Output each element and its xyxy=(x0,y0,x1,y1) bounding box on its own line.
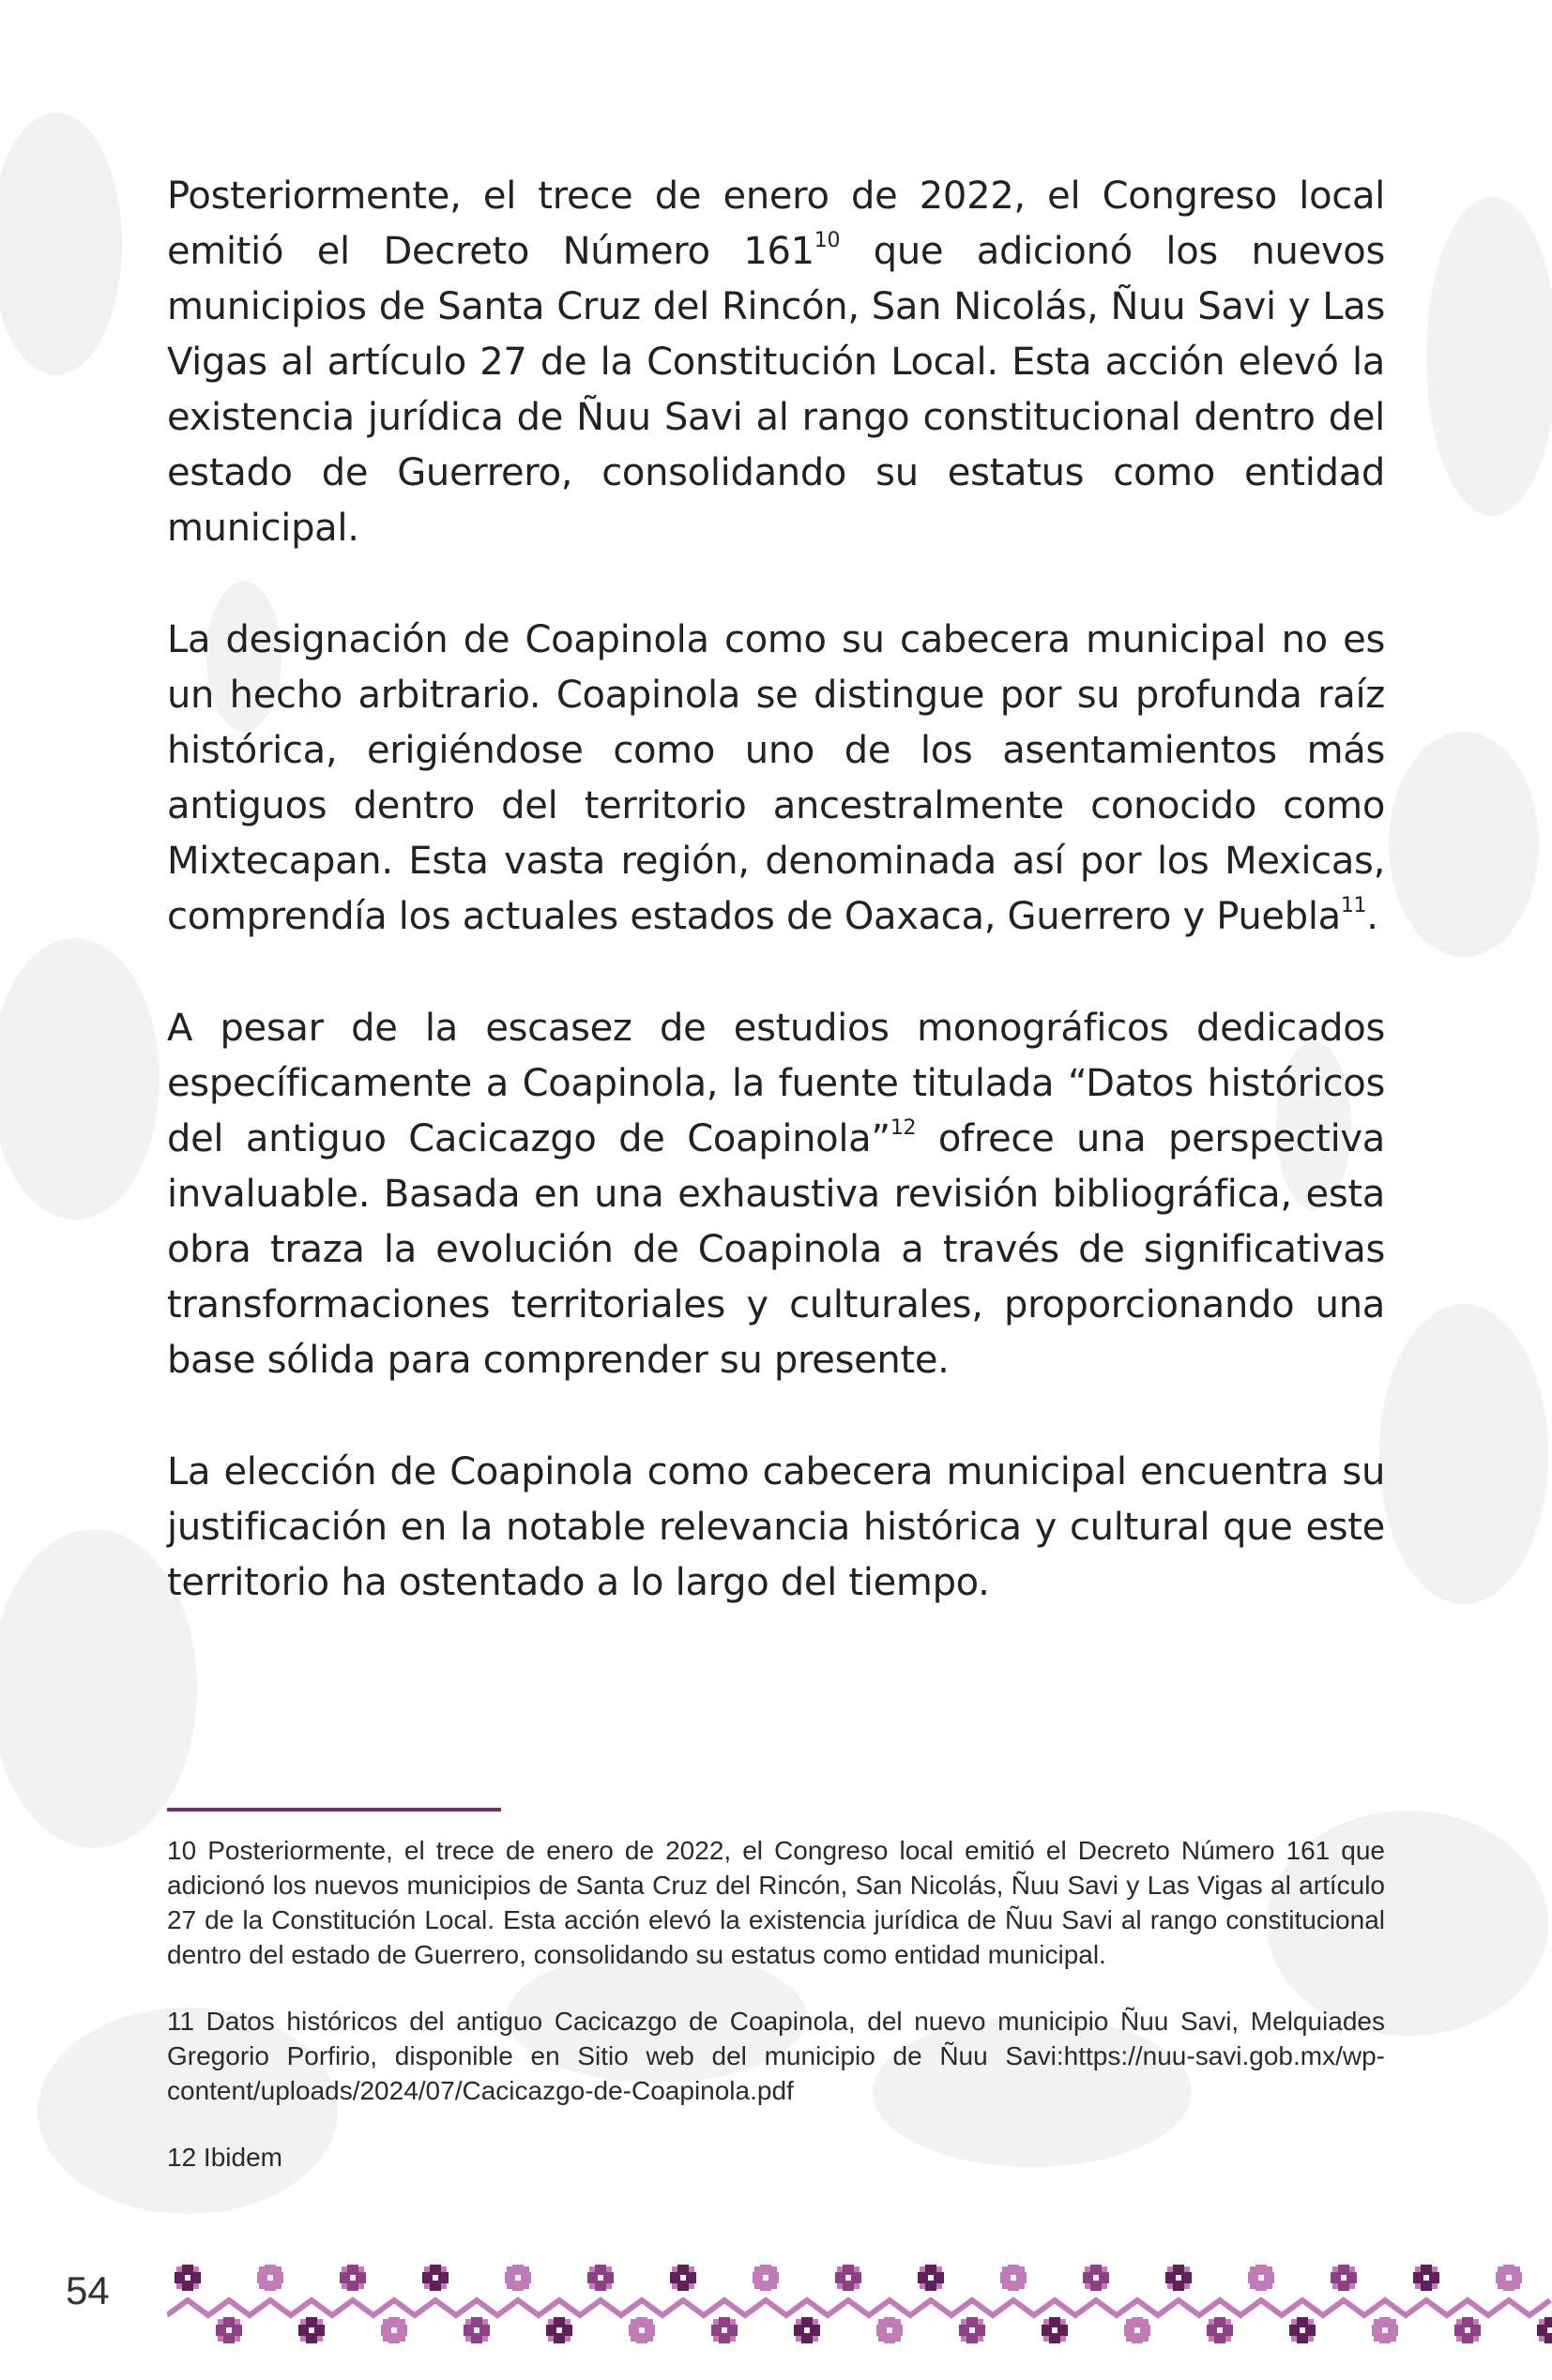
embroidery-border-band xyxy=(167,2257,1552,2351)
page-number: 54 xyxy=(66,2268,110,2312)
paragraph: Posteriormente, el trece de enero de 2022, el Congreso local emitió el Decreto Número $161^{10}$ que adicionó los nuevos municipios de Santa Cruz del Rincón, San Nicolás, Ñuu Savi y Las Vigas al artículo 27 de la Constitución Local. Esta acción elevó la existencia jurídica de Ñuu Savi al rango constitucional dentro del estado de Guerrero, consolidando su estatus como entidad municipal. xyxy=(167,174,1386,550)
footnote-ref[interactable]: 10 xyxy=(814,228,841,252)
footnote: 11 Datos históricos del antiguo Cacicazgo de Coapinola, del nuevo municipio Ñuu Savi, Melquiades Gregorio Porfirio, disponible en Sitio web del municipio de Ñuu Savi:https://nuu-savi.gob.mx/wp-content/uploads/2024/07/Cacicazgo-de-Coapinola.pdf xyxy=(167,2007,1385,2105)
paragraph: La designación de Coapinola como su cabecera municipal no es un hecho arbitrario. Coapinola se distingue por su profunda raíz histórica, erigiéndose como uno de los asentamientos más antiguos dentro del territorio ancestralmente conocido como Mixtecapan. Esta vasta región, denominada así por los Mexicas, comprendía los actuales estados de Oaxaca, Guerrero y Puebla$^{11}$. xyxy=(167,618,1385,938)
footnotes xyxy=(167,1833,1385,2175)
paragraph: La elección de Coapinola como cabecera municipal encuentra su justificación en la notable relevancia histórica y cultural que este territorio ha ostentado a lo largo del tiempo. xyxy=(167,1450,1385,1604)
footnote-divider xyxy=(167,1808,501,1812)
footnote-ref[interactable]: 12 xyxy=(890,1115,917,1140)
footnote: 12 Ibidem xyxy=(167,2143,282,2172)
footnote-ref[interactable]: 11 xyxy=(1340,893,1367,917)
paragraph: A pesar de la escasez de estudios monográficos dedicados específicamente a Coapinola, la fuente titulada “Datos históricos del antiguo Cacicazgo de Coapinola”$^{12}$ ofrece una perspectiva invaluable. Basada en una exhaustiva revisión bibliográfica, esta obra traza la evolución de Coapinola a través de significativas transformaciones territoriales y culturales, proporcionando una base sólida para comprender su presente. xyxy=(167,1007,1385,1382)
main-text xyxy=(167,169,1385,1667)
footnote: 10 Posteriormente, el trece de enero de 2022, el Congreso local emitió el Decreto Número 161 que adicionó los nuevos municipios de Santa Cruz del Rincón, San Nicolás, Ñuu Savi y Las Vigas al artículo 27 de la Constitución Local. Esta acción elevó la existencia jurídica de Ñuu Savi al rango constitucional dentro del estado de Guerrero, consolidando su estatus como entidad municipal. xyxy=(167,1836,1385,1969)
